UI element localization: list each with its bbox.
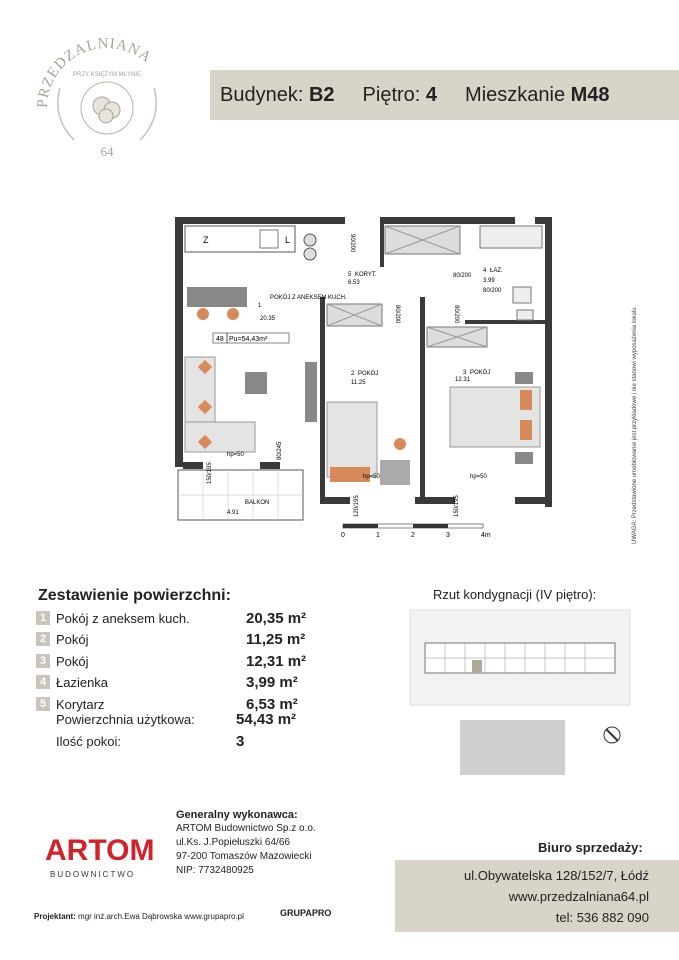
sales-title: Biuro sprzedaży: [538, 840, 643, 855]
logo-number: 64 [100, 144, 114, 159]
contractor-line: ul.Ks. J.Popiełuszki 64/66 [176, 837, 290, 848]
scale-tick: 2 [411, 532, 415, 539]
room-2-area: 11.25 [351, 380, 366, 386]
room-4-label: ŁAZ. [490, 268, 503, 274]
room-5-label: KORYT. [355, 272, 377, 278]
summary-row: 2 Pokój 11,25 m² [36, 630, 336, 648]
designer-credit: Projektant: mgr inż.arch.Ewa Dąbrowska www.grupapro.pl [34, 912, 244, 921]
room-2-num: 2 [351, 371, 355, 377]
sales-phone: tel: 536 882 090 [555, 910, 649, 925]
furnishing-note [626, 226, 640, 546]
rzut-title: Rzut kondygnacji (IV piętro): [433, 587, 597, 602]
kitchen-mark-z: Z [203, 235, 209, 245]
note-text: UWAGA: Przedstawione umeblowanie jest przykładowe i nie stanowi wyposażenia lokalu [632, 307, 638, 544]
artom-logo-sub: BUDOWNICTWO [50, 870, 136, 879]
window-label: hp=50 [227, 452, 244, 458]
summary-row: 4 Łazienka 3,99 m² [36, 673, 336, 691]
grupapro-logo: GRUPAPRO [280, 908, 332, 918]
balcony [178, 470, 303, 520]
contractor-line: 97-200 Tomaszów Mazowiecki [176, 851, 312, 862]
scale-tick: 3 [446, 532, 450, 539]
contractor-line: NIP: 7732480925 [176, 865, 254, 876]
room-4-num: 4 [483, 268, 487, 274]
summary-total: Powierzchnia użytkowa: 54,43 m² [56, 710, 297, 728]
door-label: 80/200 [394, 305, 400, 324]
summary-row: 5 Korytarz 6,53 m² [36, 695, 336, 713]
window-label: hp=50 [470, 474, 487, 480]
summary-row: 3 Pokój 12,31 m² [36, 652, 336, 670]
room-1-label: POKÓJ Z ANEKSEM KUCH. [270, 295, 347, 301]
room-5-area: 6.53 [348, 280, 360, 286]
logo-tagline: PRZY KSIĘŻYM MŁYNIE [73, 72, 141, 78]
door-label: 80/200 [453, 305, 459, 324]
summary-title: Zestawienie powierzchni: [38, 587, 231, 604]
contractor-title: Generalny wykonawca: [176, 809, 298, 821]
contractor-info [176, 808, 316, 878]
sales-address: ul.Obywatelska 128/152/7, Łódź [463, 868, 649, 883]
floor-overview-map [400, 605, 660, 780]
door-label: 80/245 [277, 441, 283, 460]
logo-name: PRZEDZALNIANA [34, 35, 155, 109]
room-1-area: 20.35 [260, 316, 276, 322]
przedzalniana-logo [22, 28, 192, 168]
window-dim: 120/195 [354, 495, 360, 517]
window-label: hp=50 [363, 474, 380, 480]
summary-row: 1 Pokój z aneksem kuch. 20,35 m² [36, 609, 336, 627]
door-label: 90/200 [349, 234, 355, 253]
scale-bar [341, 524, 491, 539]
sales-info [395, 860, 679, 932]
header-bar [210, 70, 679, 120]
unit-pu: Pu=54,43m² [229, 336, 268, 343]
artom-logo-main: ARTOM [45, 834, 155, 867]
summary-rooms: Ilość pokoi: 3 [56, 732, 245, 750]
room-2-label: POKÓJ [358, 371, 379, 377]
sales-website[interactable]: www.przedzalniana64.pl [508, 889, 649, 904]
contractor-line: ARTOM Budownictwo Sp.z o.o. [176, 823, 316, 834]
apartment-info: Mieszkanie M48 [465, 83, 610, 106]
room-1-num: 1 [258, 303, 262, 309]
scale-tick: 0 [341, 532, 345, 539]
room-3-area: 12.31 [455, 377, 471, 383]
balcony-name: BALKON [245, 500, 270, 506]
floor-plan [165, 212, 565, 547]
window-dim: 150/195 [454, 495, 460, 517]
unit-label: 48 [216, 336, 224, 343]
floor-info: Piętro: 4 [362, 83, 438, 106]
room-3-label: POKÓJ [470, 370, 491, 376]
building-info: Budynek: B2 [220, 83, 335, 106]
room-3-num: 3 [463, 370, 467, 376]
scale-tick: 4m [481, 532, 491, 539]
kitchen-mark-l: L [285, 235, 291, 245]
window-dim: 150/195 [207, 462, 213, 484]
door-label: 80/200 [483, 288, 502, 294]
artom-logo [40, 825, 155, 885]
room-4-area: 3.99 [483, 278, 495, 284]
door-label: 80/200 [453, 273, 472, 279]
room-5-num: 5 [348, 272, 352, 278]
scale-tick: 1 [376, 532, 380, 539]
balcony-area: 4.91 [227, 510, 239, 516]
